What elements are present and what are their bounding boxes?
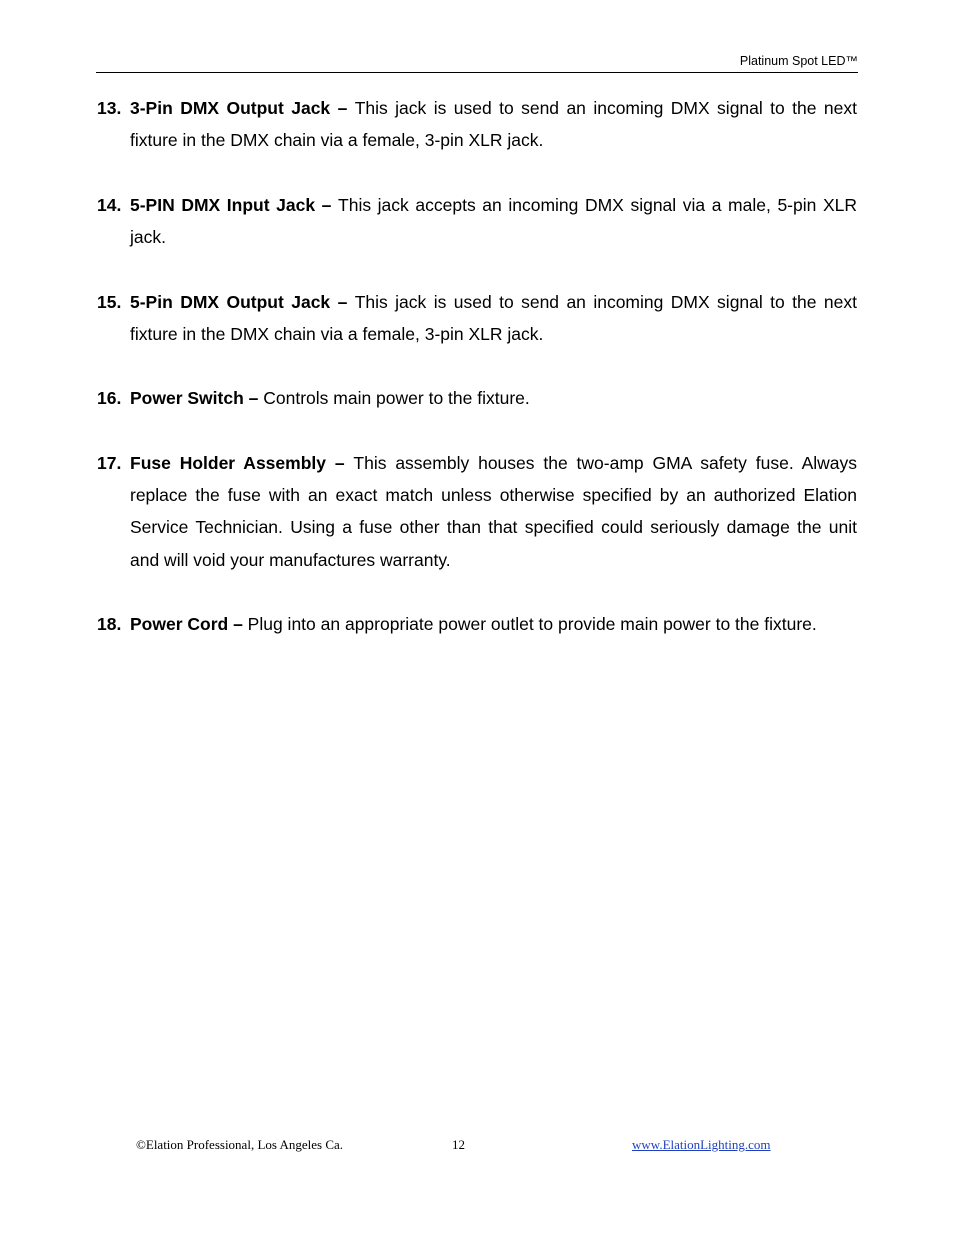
item-description: This assembly houses the two-amp GMA safety fuse. Always replace the fuse with an exact match unless otherwise specified by an authorized Elation Service Technician. Using a fuse other than that specified could seriously damage the unit and will void your manufactures warranty. <box>130 452 857 570</box>
list-item <box>97 382 857 414</box>
list-item <box>97 189 857 254</box>
item-number: 13. <box>97 98 122 118</box>
website-link[interactable]: www.ElationLighting.com <box>632 1137 771 1152</box>
item-title: 5-PIN DMX Input Jack – <box>130 194 339 215</box>
page-number: 12 <box>452 1137 465 1152</box>
item-description: Plug into an appropriate power outlet to provide main power to the fixture. <box>247 614 817 635</box>
document-title: Platinum Spot LED™ <box>739 54 858 68</box>
component-list <box>97 92 857 641</box>
item-title: Power Cord – <box>130 614 248 635</box>
item-description: This jack is used to send an incoming DMX signal to the next fixture in the DMX chain via a female, 3-pin XLR jack. <box>130 291 857 344</box>
item-title: 5-Pin DMX Output Jack – <box>130 291 355 312</box>
item-description: This jack accepts an incoming DMX signal via a male, 5-pin XLR jack. <box>130 194 857 248</box>
list-item <box>97 92 857 157</box>
list-item <box>97 447 857 576</box>
item-number: 18. <box>97 614 122 635</box>
footer-copyright: ©Elation Professional, Los Angeles Ca. <box>136 1137 344 1152</box>
item-title: Power Switch – <box>130 388 264 409</box>
item-description: Controls main power to the fixture. <box>263 388 530 409</box>
list-item <box>97 286 857 351</box>
item-number: 16. <box>97 388 122 409</box>
item-title: Fuse Holder Assembly – <box>130 452 354 473</box>
item-title: 3-Pin DMX Output Jack – <box>130 98 355 118</box>
item-number: 17. <box>97 452 122 473</box>
item-number: 14. <box>97 194 122 215</box>
item-description: This jack is used to send an incoming DMX signal to the next fixture in the DMX chain via a female, 3-pin XLR jack. <box>130 98 857 151</box>
item-number: 15. <box>97 291 122 312</box>
page-header <box>96 52 858 73</box>
list-item <box>97 608 857 640</box>
